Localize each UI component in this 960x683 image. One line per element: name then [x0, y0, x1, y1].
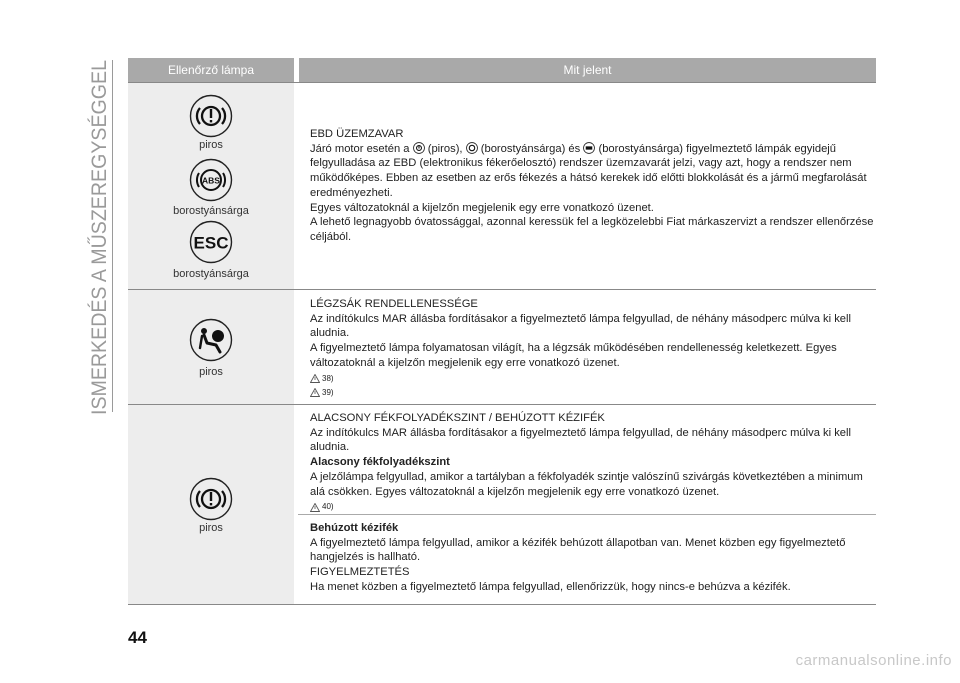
brake-warning-icon: [189, 94, 233, 138]
side-divider: [112, 60, 113, 412]
lamp-brake-ebd: [128, 94, 294, 151]
brake-fluid-description: [310, 411, 876, 513]
esc-warning-icon: [189, 220, 233, 264]
handbrake-warning-text: Ha menet közben a figyelmeztető lámpa felgyullad, ellenőrizzük, hogy nincs-e behúzva a kézifék.: [310, 580, 791, 593]
caution-triangle-icon: [310, 388, 320, 397]
esc-inline-icon: [583, 142, 595, 154]
brake-fluid-paragraph: A jelzőlámpa felgyullad, amikor a tartályban a fékfolyadék szintje valószínű szivárgás következtében a minimum alá csökken. Egyes változatoknál a kijelzőn megjelenik egy erre vonatkozó üzenet.: [310, 470, 863, 498]
airbag-title: LÉGZSÁK RENDELLENESSÉGE: [310, 298, 478, 310]
ebd-service-note: A lehető legnagyobb óvatossággal, azonnal keressük fel a legközelebbi Fiat márkaszervizt a rendszer ellenőrzése céljából.: [310, 216, 874, 243]
table-bottom-rule: [128, 604, 876, 605]
ebd-paragraph: Járó motor esetén a (piros), (borostyánsárga) és (borostyánsárga) figyelmeztető lámpák egyidejű felgyulladása az EBD (elektronikus fékerőelosztó) rendszer üzemzavarát jelzi, vagy azt, hogy a rendszer nem működőképes. Ebben az esetben az erős fékezés a hátsó kerekek idő előtti blokkolását és a jármű megfarolását eredményezheti.: [310, 142, 867, 199]
handbrake-paragraph: A figyelmeztető lámpa felgyullad, amikor a kézifék behúzott állapotban van. Menet közben egy figyelmeztető hangjelzés is hallható.: [310, 536, 846, 564]
abs-inline-icon: [466, 142, 478, 154]
warning-ref: 39): [310, 387, 876, 399]
lamp-abs: [128, 158, 294, 217]
ebd-description: [310, 127, 876, 245]
abs-warning-icon: [189, 158, 233, 202]
side-title-text: ISMERKEDÉS A MŰSZEREGYSÉGGEL: [87, 25, 111, 415]
sub-divider: [298, 514, 876, 515]
table-header: [128, 58, 876, 82]
ebd-message-note: Egyes változatoknál a kijelzőn megjelenik egy erre vonatkozó üzenet.: [310, 201, 654, 214]
handbrake-warning-label: FIGYELMEZTETÉS: [310, 566, 410, 579]
footer-watermark: carmanualsonline.info: [795, 652, 952, 669]
warning-ref: 38): [310, 373, 876, 385]
row-divider: [128, 404, 876, 405]
lamp-color-label: piros: [199, 139, 223, 151]
lamp-airbag: [128, 318, 294, 378]
airbag-warning-icon: [189, 318, 233, 362]
handbrake-subtitle: Behúzott kézifék: [310, 522, 399, 534]
brake-paragraph-1: Az indítókulcs MAR állásba fordításakor a figyelmeztető lámpa felgyullad, de néhány másodperc múlva ki kell aludnia.: [310, 426, 851, 454]
caution-triangle-icon: [310, 374, 320, 383]
svg-text:ESC: ESC: [193, 233, 229, 253]
brake-fluid-subtitle: Alacsony fékfolyadékszint: [310, 456, 450, 469]
header-lamp: Ellenőrző lámpa: [167, 63, 255, 77]
airbag-description: [310, 297, 876, 399]
lamp-brake-fluid: [128, 477, 294, 534]
section-side-title: [80, 25, 120, 418]
ebd-title: EBD ÜZEMZAVAR: [310, 128, 404, 140]
svg-text:ABS: ABS: [202, 175, 220, 186]
lamp-color-label: piros: [199, 366, 223, 378]
caution-triangle-icon: [310, 503, 320, 512]
brake-title: ALACSONY FÉKFOLYADÉKSZINT / BEHÚZOTT KÉZIFÉK: [310, 412, 605, 424]
airbag-paragraph-1: Az indítókulcs MAR állásba fordításakor a figyelmeztető lámpa felgyullad, de néhány másodperc múlva ki kell aludnia.: [310, 312, 851, 340]
brake-warning-icon: [189, 477, 233, 521]
header-meaning: Mit jelent: [563, 63, 612, 77]
handbrake-description: [310, 521, 876, 595]
lamp-color-label: borostyánsárga: [173, 205, 249, 217]
row-divider: [128, 289, 876, 290]
lamp-esc: [128, 220, 294, 280]
airbag-paragraph-2: A figyelmeztető lámpa folyamatosan világít, ha a légzsák működésében rendellenesség keletkezett. Egyes változatoknál a kijelzőn megjelenik egy erre vonatkozó üzenet.: [310, 342, 837, 369]
row-divider: [128, 82, 876, 83]
lamp-color-label: borostyánsárga: [173, 268, 249, 280]
brake-inline-icon: [413, 142, 425, 154]
warning-ref: 40): [310, 501, 876, 513]
page-number: 44: [128, 628, 147, 647]
lamp-color-label: piros: [199, 522, 223, 534]
